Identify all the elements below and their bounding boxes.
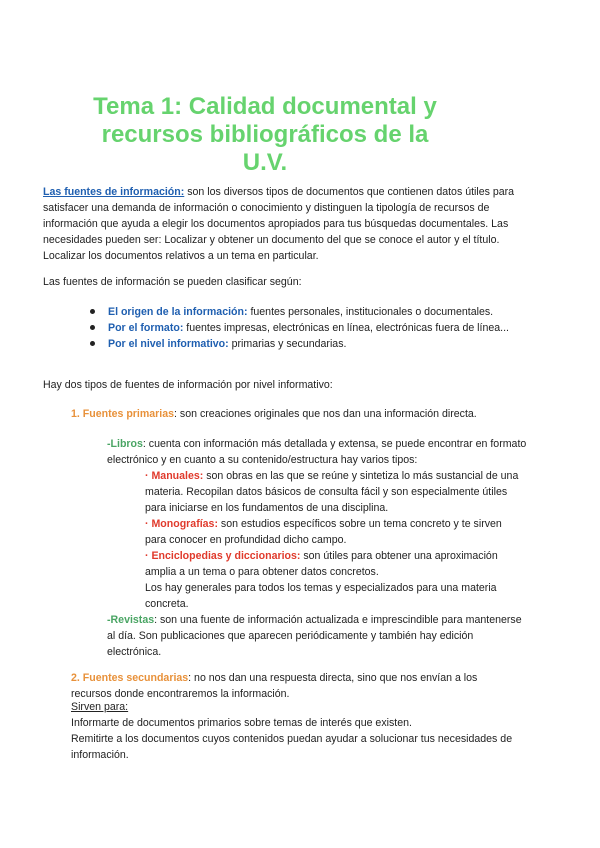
revistas-text: : son una fuente de información actualizada e imprescindible para mantenerse al día. Son publicaciones que aparecen periódicamente y también hay edición electrónica.: [107, 614, 522, 658]
criteria-text: primarias y secundarias.: [228, 338, 347, 350]
libros-label: -Libros: [107, 438, 143, 450]
libros-type-text: son estudios específicos sobre un tema concreto y te sirven para conocer en profundidad dicho campo.: [145, 518, 502, 546]
libros-type-label: · Manuales:: [145, 470, 204, 482]
criteria-text: fuentes personales, institucionales o documentales.: [247, 306, 494, 318]
criteria-label: Por el formato:: [108, 322, 184, 334]
page-title: [40, 93, 490, 177]
title-line-1: Tema 1: Calidad documental y: [93, 93, 437, 120]
revistas-label: -Revistas: [107, 614, 155, 626]
criteria-item: [90, 320, 520, 336]
two-types-text: Hay dos tipos de fuentes de información por nivel informativo:: [43, 379, 333, 391]
secondary-label: 2. Fuentes secundarias: [71, 672, 189, 684]
sirven-line-2: Remitirte a los documentos cuyos contenidos puedan ayudar a solucionar tus necesidades de información.: [71, 733, 513, 761]
libros-type-label: · Enciclopedias y diccionarios:: [145, 550, 301, 562]
libros-types: [145, 468, 525, 612]
criteria-list: [90, 304, 520, 352]
intro-term: Las fuentes de información:: [43, 186, 185, 198]
criteria-item: [90, 304, 520, 320]
libros-paragraph: [107, 436, 527, 468]
criteria-text: fuentes impresas, electrónicas en línea, electrónicas fuera de línea...: [183, 322, 509, 334]
criteria-item: [90, 336, 520, 352]
title-line-2: recursos bibliográficos de la: [101, 121, 429, 148]
revistas-paragraph: [107, 612, 527, 660]
libros-type-item: [145, 468, 525, 516]
classify-text: Las fuentes de información se pueden clasificar según:: [43, 276, 302, 288]
libros-type-label: · Monografías:: [145, 518, 218, 530]
sirven-block: [71, 699, 531, 763]
enciclopedias-extra: Los hay generales para todos los temas y especializados para una materia concreta.: [145, 582, 497, 610]
intro-text: son los diversos tipos de documentos que contienen datos útiles para satisfacer una demanda de información o conocimiento y distinguen la tipología de recursos de información que ayuda a elegir los documentos apropiados para tus búsquedas documentales. Las necesidades pueden ser: Localizar y obtener un documento del que se conoce el autor y el título. Localizar los documentos relativos a un tema en particular.: [43, 186, 515, 262]
secondary-text: : no nos dan una respuesta directa, sino que nos envían a los recursos donde encontraremos la información.: [71, 672, 478, 700]
libros-text: : cuenta con información más detallada y extensa, se puede encontrar en formato electrónico y en cuanto a su contenido/estructura hay varios tipos:: [107, 438, 527, 466]
secondary-sources: [71, 670, 511, 702]
libros-type-text: son útiles para obtener una aproximación amplia a un tema o para obtener datos concretos.: [145, 550, 498, 578]
criteria-label: El origen de la información:: [108, 306, 248, 318]
title-line-3: U.V.: [242, 149, 288, 176]
criteria-label: Por el nivel informativo:: [108, 338, 229, 350]
libros-type-item: [145, 516, 525, 548]
libros-type-text: son obras en las que se reúne y sintetiza lo más sustancial de una materia. Recopilan datos básicos de consulta fácil y son especialmente útiles para iniciarse en los fundamentos de una disciplina.: [145, 470, 519, 514]
primary-label: 1. Fuentes primarias: [71, 408, 175, 420]
libros-type-item: [145, 548, 525, 580]
primary-sources: [71, 406, 531, 422]
primary-text: : son creaciones originales que nos dan una información directa.: [174, 408, 477, 420]
intro-paragraph: [43, 184, 523, 264]
sirven-line-1: Informarte de documentos primarios sobre temas de interés que existen.: [71, 717, 412, 729]
sirven-heading: Sirven para:: [71, 701, 129, 713]
